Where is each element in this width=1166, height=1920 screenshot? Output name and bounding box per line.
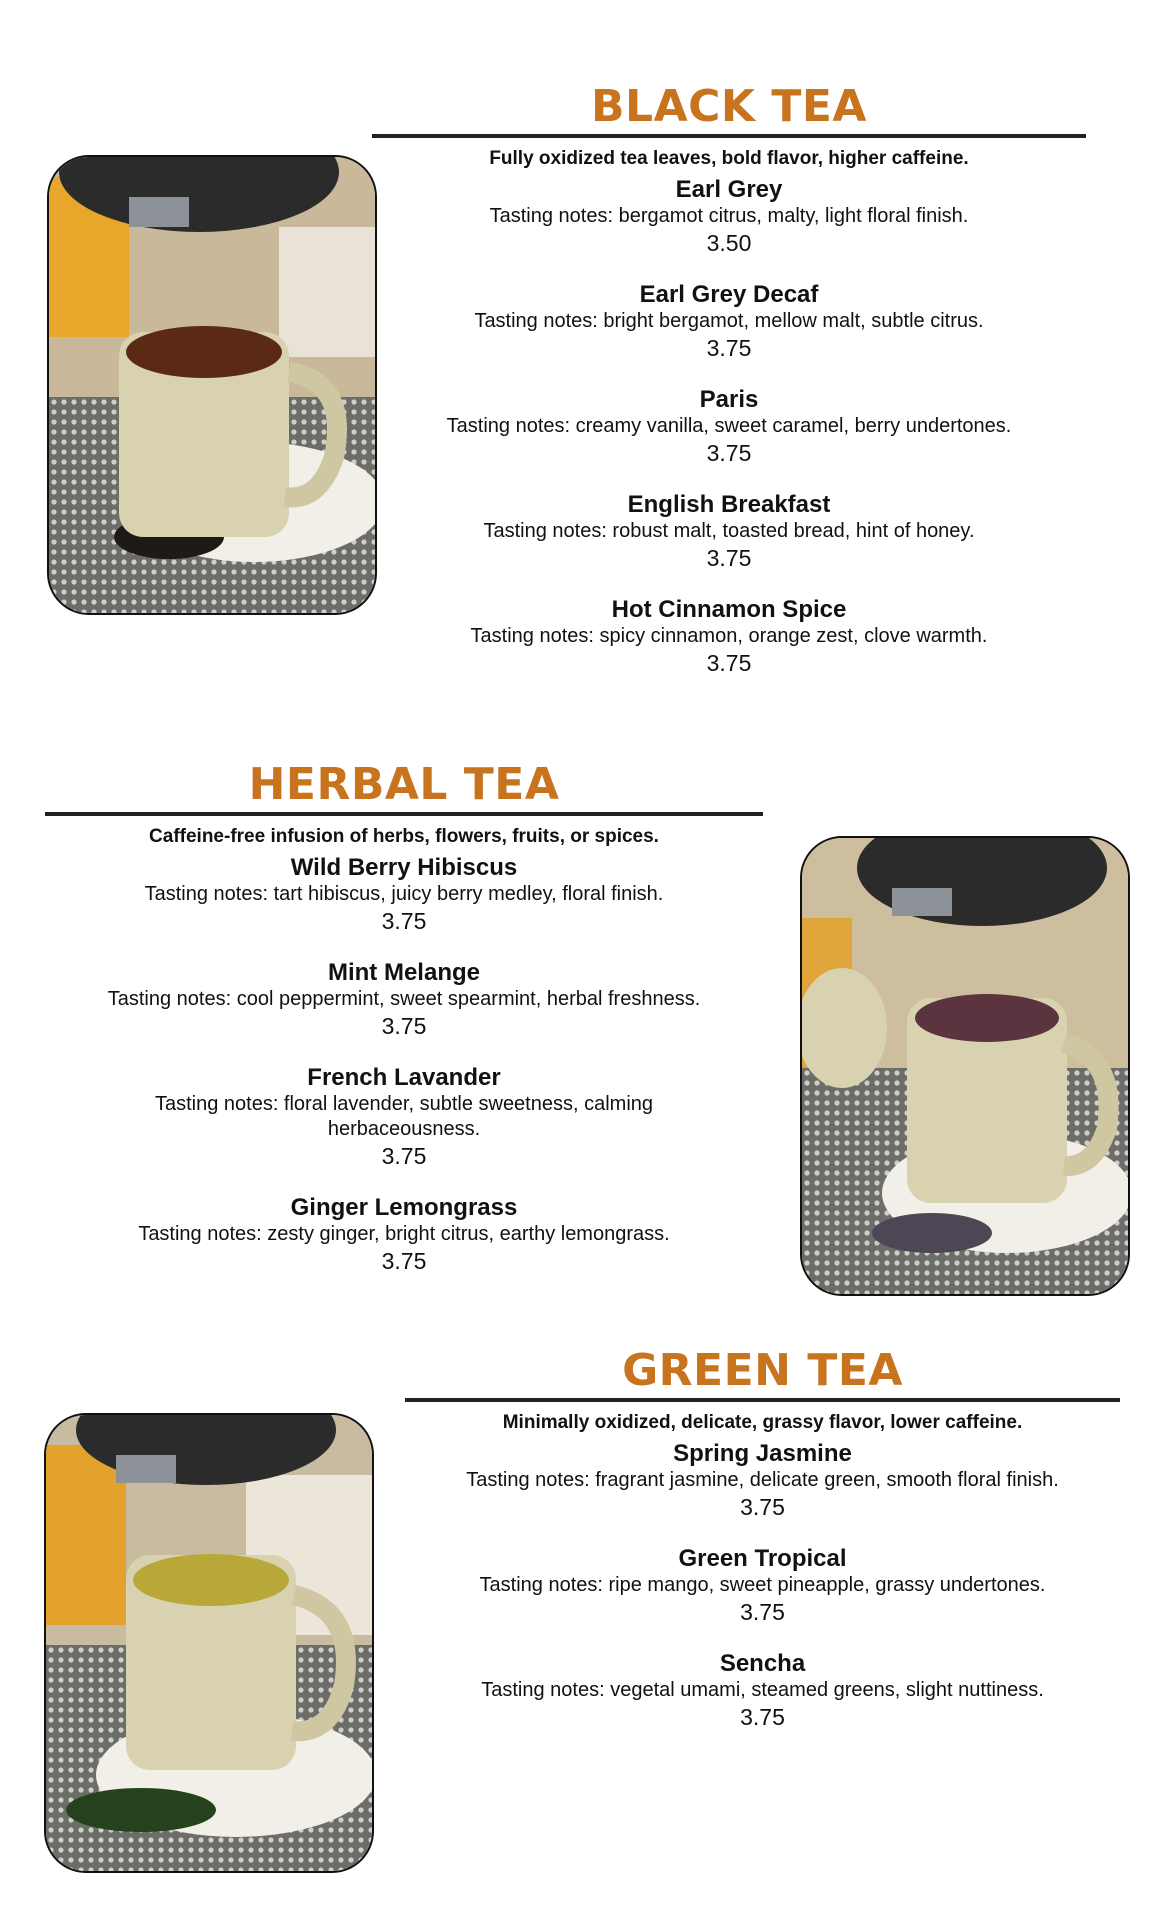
item-price: 3.50 — [706, 230, 752, 256]
item-notes: Tasting notes: spicy cinnamon, orange zest, clove warmth. — [470, 625, 988, 647]
menu-item — [372, 491, 1086, 572]
section-title: GREEN TEA — [622, 1345, 903, 1396]
herbal-tea-menu — [45, 760, 763, 1299]
item-name: French Lavander — [307, 1064, 501, 1091]
menu-item — [372, 386, 1086, 467]
menu-item — [45, 1194, 763, 1275]
item-notes: Tasting notes: vegetal umami, steamed greens, slight nuttiness. — [481, 1679, 1044, 1701]
item-notes: Tasting notes: cool peppermint, sweet spearmint, herbal freshness. — [107, 988, 701, 1010]
herbal-tea-mug-photo — [800, 836, 1130, 1296]
menu-item — [372, 281, 1086, 362]
section-tagline: Minimally oxidized, delicate, grassy flavor, lower caffeine. — [502, 1412, 1023, 1433]
item-name: Green Tropical — [678, 1545, 847, 1572]
menu-item — [45, 1064, 763, 1170]
item-name: Hot Cinnamon Spice — [611, 596, 847, 623]
item-name: Mint Melange — [327, 959, 480, 986]
item-price: 3.75 — [381, 1143, 427, 1169]
menu-item — [405, 1650, 1120, 1731]
section-tagline: Fully oxidized tea leaves, bold flavor, higher caffeine. — [489, 148, 969, 169]
item-name: English Breakfast — [627, 491, 831, 518]
section-tagline: Caffeine-free infusion of herbs, flowers, fruits, or spices. — [149, 826, 659, 847]
item-notes: Tasting notes: floral lavender, subtle sweetness, calming herbaceousness. — [154, 1093, 654, 1140]
item-notes: Tasting notes: tart hibiscus, juicy berry medley, floral finish. — [144, 883, 664, 905]
item-price: 3.75 — [706, 545, 752, 571]
item-notes: Tasting notes: bright bergamot, mellow malt, subtle citrus. — [474, 310, 984, 332]
item-price: 3.75 — [706, 440, 752, 466]
item-price: 3.75 — [706, 335, 752, 361]
item-price: 3.75 — [740, 1494, 785, 1520]
item-name: Sencha — [719, 1650, 806, 1677]
green-tea-mug-photo — [44, 1413, 374, 1873]
item-name: Ginger Lemongrass — [290, 1194, 518, 1221]
item-price: 3.75 — [706, 650, 752, 676]
menu-item — [45, 854, 763, 935]
item-notes: Tasting notes: creamy vanilla, sweet caramel, berry undertones. — [446, 415, 1012, 437]
item-price: 3.75 — [381, 908, 427, 934]
menu-item — [405, 1545, 1120, 1626]
item-name: Wild Berry Hibiscus — [290, 854, 518, 881]
title-divider — [405, 1398, 1120, 1402]
item-name: Earl Grey — [675, 176, 783, 203]
black-tea-menu — [372, 82, 1086, 701]
section-title: BLACK TEA — [591, 81, 867, 132]
item-price: 3.75 — [381, 1248, 427, 1274]
title-divider — [372, 134, 1086, 138]
menu-item — [405, 1440, 1120, 1521]
item-price: 3.75 — [381, 1013, 427, 1039]
item-name: Paris — [699, 386, 759, 413]
menu-item — [372, 596, 1086, 677]
item-notes: Tasting notes: robust malt, toasted bread, hint of honey. — [483, 520, 975, 542]
title-divider — [45, 812, 763, 816]
item-price: 3.75 — [740, 1704, 785, 1730]
item-name: Earl Grey Decaf — [639, 281, 819, 308]
green-tea-menu — [405, 1346, 1120, 1755]
item-notes: Tasting notes: fragrant jasmine, delicate green, smooth floral finish. — [466, 1469, 1059, 1491]
black-tea-mug-photo — [47, 155, 377, 615]
item-notes: Tasting notes: zesty ginger, bright citrus, earthy lemongrass. — [138, 1223, 670, 1245]
item-notes: Tasting notes: bergamot citrus, malty, light floral finish. — [489, 205, 969, 227]
item-name: Spring Jasmine — [673, 1440, 852, 1467]
section-title: HERBAL TEA — [248, 759, 560, 810]
item-notes: Tasting notes: ripe mango, sweet pineapple, grassy undertones. — [479, 1574, 1046, 1596]
menu-item — [45, 959, 763, 1040]
item-price: 3.75 — [740, 1599, 785, 1625]
menu-item — [372, 176, 1086, 257]
